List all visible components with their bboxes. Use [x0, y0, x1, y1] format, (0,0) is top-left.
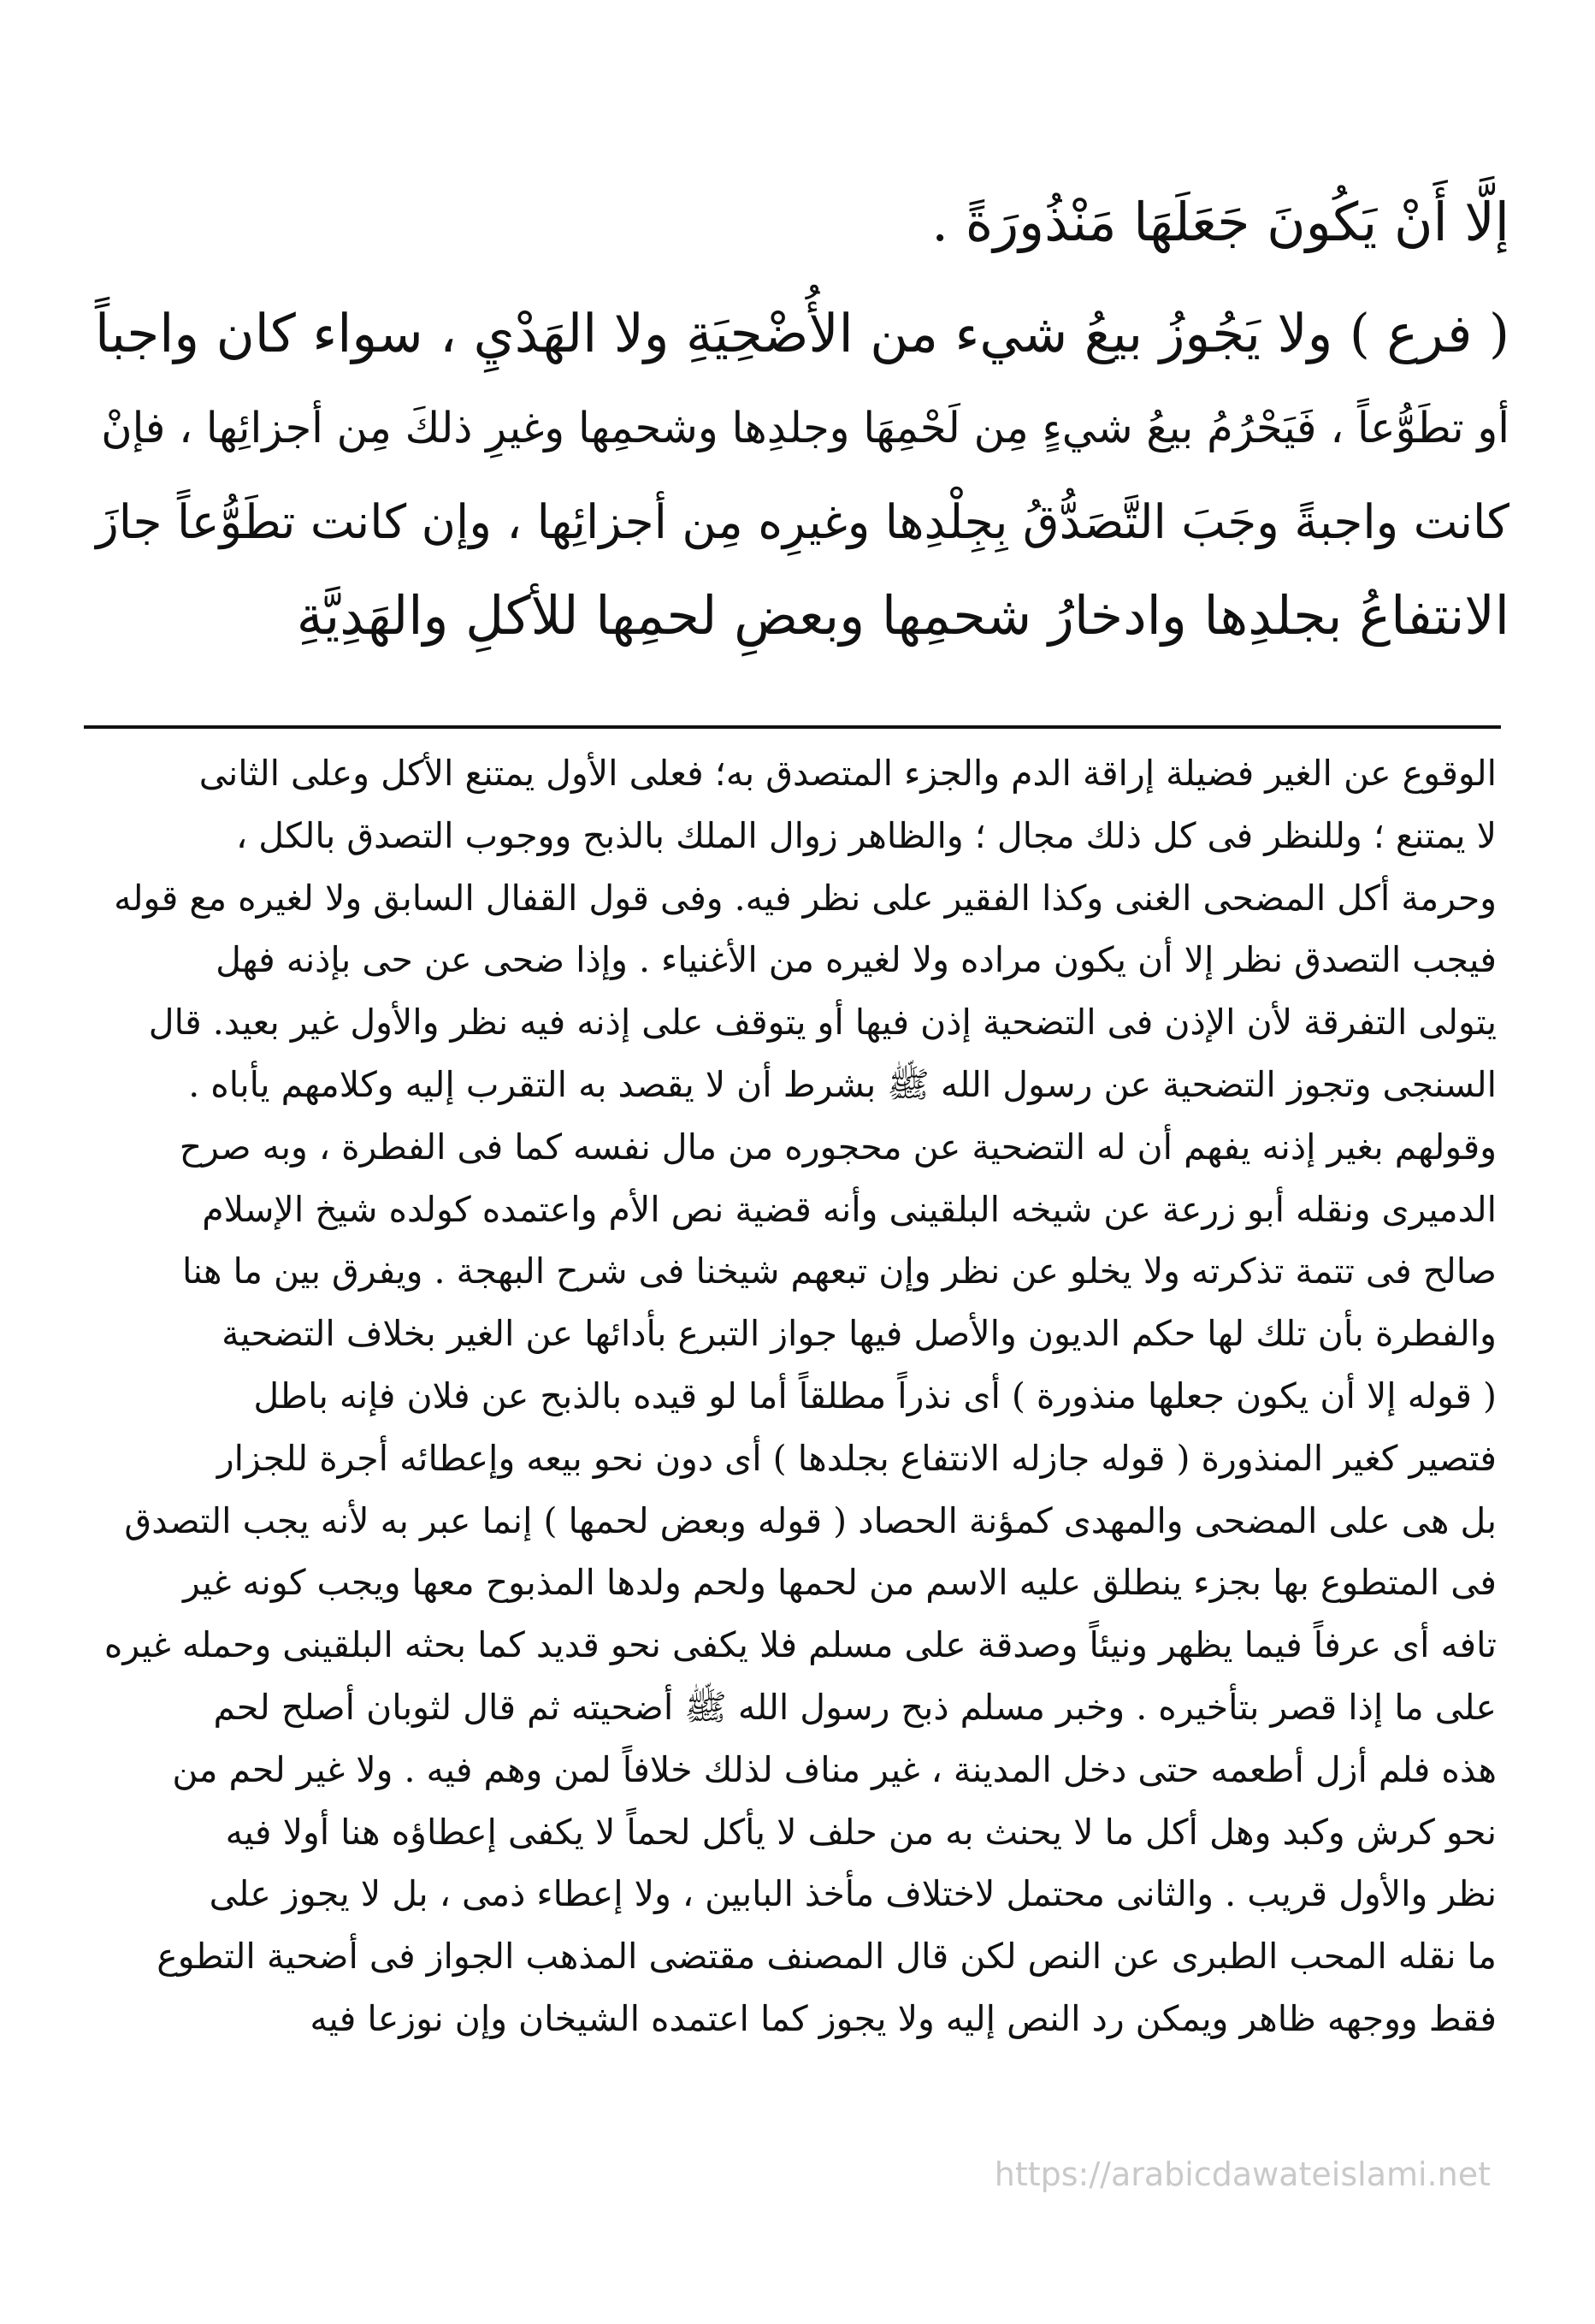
- watermark-url: https://arabicdawateislami.net: [994, 2155, 1491, 2193]
- commentary-line: السنجى وتجوز التضحية عن رسول الله ﷺ بشرط أن لا يقصد به التقرب إليه وكلامهم يأباه .: [188, 1063, 1497, 1105]
- commentary-line: ما نقله المحب الطبرى عن النص لكن قال المصنف مقتضى المذهب الجواز فى أضحية التطوع: [157, 1936, 1497, 1978]
- commentary-line: على ما إذا قصر بتأخيره . وخبر مسلم ذبح رسول الله ﷺ أضحيته ثم قال لثوبان أصلح لحم: [213, 1686, 1497, 1728]
- main-text-block: [94, 175, 1509, 663]
- commentary-line: لا يمتنع ؛ وللنظر فى كل ذلك مجال ؛ والظاهر زوال الملك بالذبح ووجوب التصدق بالكل ،: [235, 814, 1497, 856]
- commentary-line: يتولى التفرقة لأن الإذن فى التضحية إذن فيها أو يتوقف على إذنه فيه نظر والأول غير بعيد. قال: [148, 1002, 1497, 1044]
- commentary-line: وقولهم بغير إذنه يفهم أن له التضحية عن محجوره من مال نفسه كما فى الفطرة ، وبه صرح: [179, 1126, 1497, 1168]
- commentary-line: الوقوع عن الغير فضيلة إراقة الدم والجزء المتصدق به؛ فعلى الأول يمتنع الأكل وعلى الثانى: [198, 753, 1497, 794]
- commentary-line: فتصير كغير المنذورة ( قوله جازله الانتفاع بجلدها ) أى دون نحو بيعه وإعطائه أجرة للجزار: [216, 1437, 1497, 1479]
- main-text-line: ( فرع ) ولا يَجُوزُ بيعُ شيء من الأُضْحِيَةِ ولا الهَدْيِ ، سواء كان واجباً: [94, 303, 1509, 364]
- commentary-line: بل هى على المضحى والمهدى كمؤنة الحصاد ( قوله وبعض لحمها ) إنما عبر به لأنه يجب التصدق: [124, 1499, 1497, 1541]
- commentary-line: تافه أى عرفاً فيما يظهر ونيئاً وصدقة على مسلم فلا يكفى نحو قديد كما بحثه البلقينى وحمله غيره: [103, 1624, 1497, 1666]
- commentary-line: هذه فلم أزل أطعمه حتى دخل المدينة ، غير مناف لذلك خلافاً لمن وهم فيه . ولا غير لحم من: [172, 1748, 1497, 1790]
- commentary-line: وحرمة أكل المضحى الغنى وكذا الفقير على نظر فيه. وفى قول القفال السابق ولا لغيره مع قوله: [114, 877, 1497, 919]
- commentary-line: نظر والأول قريب . والثانى محتمل لاختلاف مأخذ البابين ، ولا إعطاء ذمى ، بل لا يجوز على: [209, 1873, 1497, 1915]
- commentary-line: والفطرة بأن تلك لها حكم الديون والأصل فيها جواز التبرع بأدائها عن الغير بخلاف التضحية: [222, 1313, 1497, 1355]
- main-text-line: كانت واجبةً وجَبَ التَّصَدُّقُ بِجِلْدِها وغيرِه مِن أجزائِها ، وإن كانت تطَوُّعاً جازَ: [96, 494, 1509, 549]
- main-text-line: إلَّا أَنْ يَكُونَ جَعَلَهَا مَنْذُورَةً .: [931, 191, 1509, 253]
- main-text-line: الانتفاعُ بجلدِها وادخارُ شحمِها وبعضِ لحمِها للأكلِ والهَدِيَّةِ: [296, 584, 1509, 647]
- commentary-line: فقط ووجهه ظاهر ويمكن رد النص إليه ولا يجوز كما اعتمده الشيخان وإن نوزعا فيه: [310, 1997, 1497, 2039]
- commentary-line: ( قوله إلا أن يكون جعلها منذورة ) أى نذراً مطلقاً أما لو قيده بالذبح عن فلان فإنه باطل: [253, 1375, 1497, 1416]
- commentary-block: [98, 742, 1497, 2050]
- commentary-line: صالح فى تتمة تذكرته ولا يخلو عن نظر وإن تبعهم شيخنا فى شرح البهجة . ويفرق بين ما هنا: [182, 1251, 1497, 1292]
- commentary-line: الدميرى ونقله أبو زرعة عن شيخه البلقينى وأنه قضية نص الأم واعتمده كولده شيخ الإسلام: [202, 1188, 1497, 1230]
- commentary-line: فيجب التصدق نظر إلا أن يكون مراده ولا لغيره من الأغنياء . وإذا ضحى عن حى بإذنه فهل: [216, 939, 1497, 981]
- main-text-line: أو تطَوُّعاً ، فَيَحْرُمُ بيعُ شيءٍ مِن لَحْمِهَا وجلدِها وشحمِها وغيرِ ذلكَ مِن أجزائِها ، فإنْ: [101, 403, 1509, 452]
- section-divider: [84, 725, 1501, 729]
- commentary-line: نحو كرش وكبد وهل أكل ما لا يحنث به من حلف لا يأكل لحماً لا يكفى إعطاؤه هنا أولا فيه: [225, 1811, 1497, 1853]
- commentary-line: فى المتطوع بها بجزء ينطلق عليه الاسم من لحمها ولحم ولدها المذبوح معها ويجب كونه غير: [182, 1562, 1497, 1604]
